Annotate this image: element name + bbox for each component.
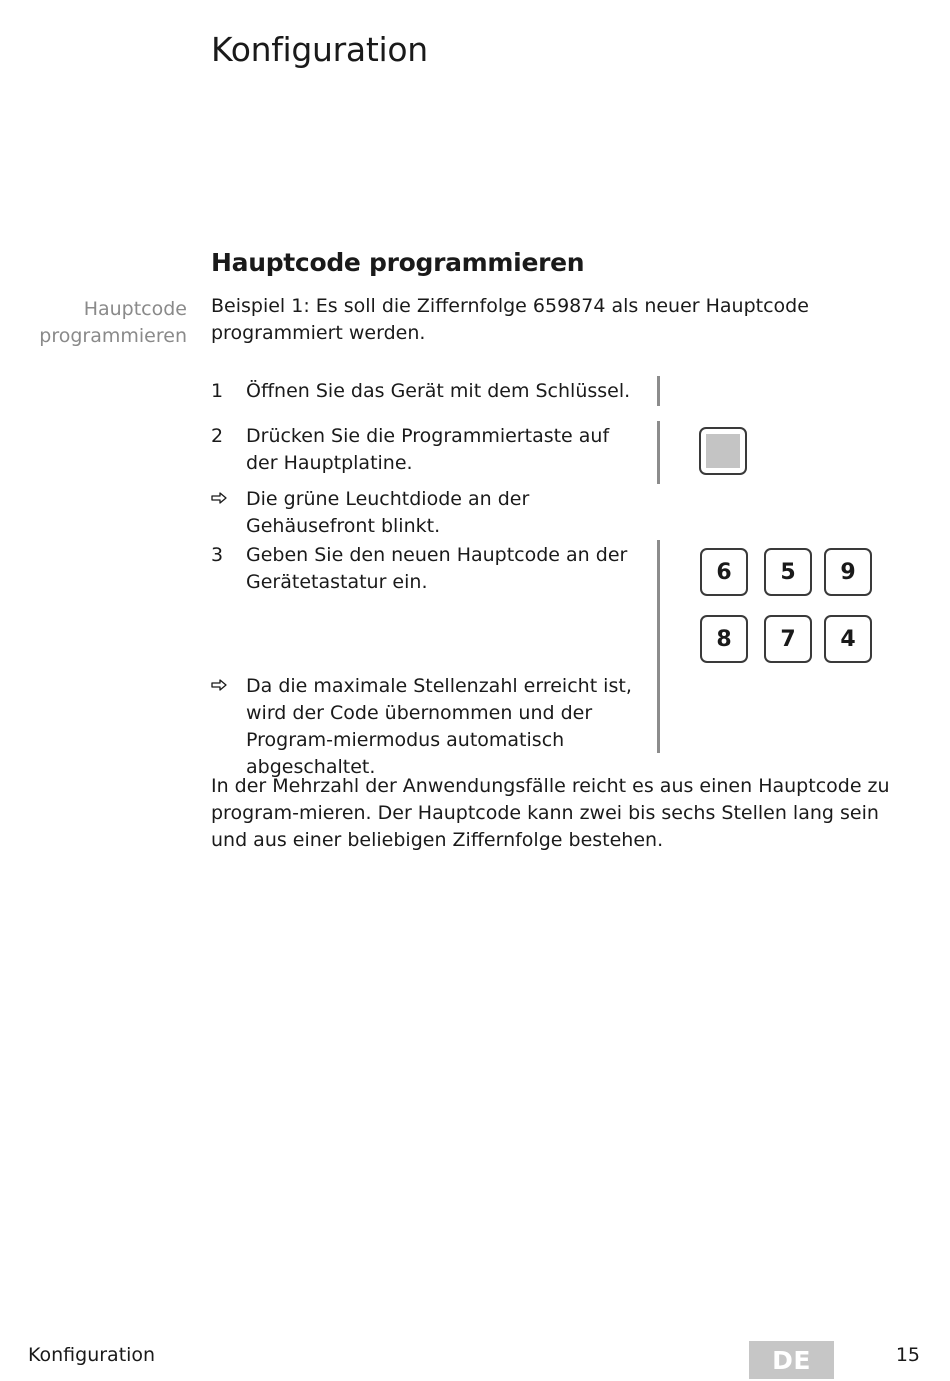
keypad-key: 5 [764,548,812,596]
keypad-key: 6 [700,548,748,596]
programming-button-icon [699,427,747,475]
step-number: 1 [211,380,224,402]
page-title: Konfiguration [211,30,428,69]
step-text: Geben Sie den neuen Hauptcode an der Gerätetastatur ein. [246,544,628,593]
intro-paragraph: Beispiel 1: Es soll die Ziffernfolge 659874 als neuer Hauptcode programmiert werden. [211,295,809,344]
result-arrow-icon [211,486,231,513]
result-text: Die grüne Leuchtdiode an der Gehäusefront blinkt. [246,488,530,537]
keypad-key: 4 [824,615,872,663]
keypad-key: 9 [824,548,872,596]
result-text: Da die maximale Stellenzahl erreicht ist, wird der Code übernommen und der Program-miermodus automatisch abgeschaltet. [246,675,632,778]
closing-paragraph: In der Mehrzahl der Anwendungsfälle reicht es aus einen Hauptcode zu program-mieren. Der Hauptcode kann zwei bis sechs Stellen lang sein und aus einer beliebigen Ziffernfolge bestehen. [211,775,890,851]
step-text: Öffnen Sie das Gerät mit dem Schlüssel. [246,380,631,402]
step-number: 2 [211,425,224,447]
step-divider [657,421,660,484]
step-divider [657,540,660,753]
page-number: 15 [895,1344,920,1366]
step-divider [657,376,660,406]
result-arrow-icon [211,673,231,700]
step-number: 3 [211,544,224,566]
margin-note: Hauptcode programmieren [39,298,187,347]
keypad-key: 8 [700,615,748,663]
keypad-key: 7 [764,615,812,663]
footer-section-label: Konfiguration [28,1344,156,1366]
language-badge: DE [749,1341,834,1379]
step-text: Drücken Sie die Programmiertaste auf der Hauptplatine. [246,425,610,474]
section-heading: Hauptcode programmieren [211,248,585,277]
